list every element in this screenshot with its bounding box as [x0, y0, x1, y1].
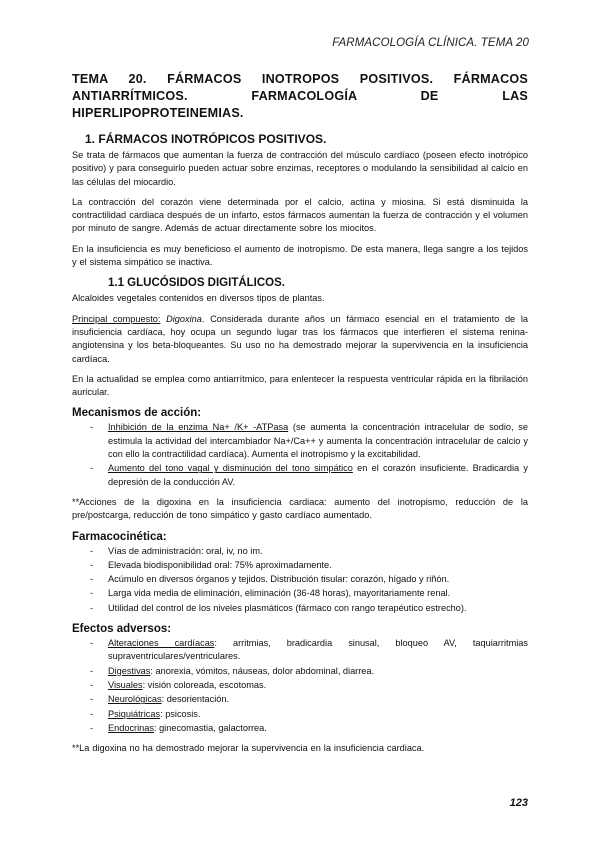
running-header: FARMACOLOGÍA CLÍNICA. TEMA 20 [332, 37, 529, 49]
paragraph: En la actualidad se emplea como antiarrítmico, para enlentecer la respuesta ventricular rápida en la fibrilación auricular. [72, 373, 528, 398]
mechanism-text: (se aumenta la concentración intracelular de sodio, se estimula la actividad del intercambiador Na+/Ca++ y aumenta la concentración intracelular de calcio y con ello la contractilidad cardíaca). Aumenta el inotropismo y la excitabilidad. [108, 422, 528, 460]
list-marker: - [90, 665, 94, 676]
list-marker: - [90, 574, 94, 585]
list-item [72, 679, 528, 692]
adverse-text: : ginecomastia, galactorrea. [153, 722, 267, 733]
mechanism-text: en el corazón insuficiente. Bradicardia y depresión de la conducción AV. [108, 463, 528, 487]
mechanism-label: Inhibición de la enzima Na+ /K+ -ATPasa [108, 422, 289, 433]
list-item [72, 559, 528, 572]
list-marker: - [90, 708, 94, 719]
pharmacokinetics-list [72, 545, 528, 615]
mechanisms-heading: Mecanismos de acción: [72, 407, 202, 420]
adverse-text: : arritmias, bradicardia sinusal, bloqueo AV, taquiarritmias supraventriculares/ventriculares. [108, 638, 528, 662]
section-heading-inotropicos: 1. FÁRMACOS INOTRÓPICOS POSITIVOS. [85, 132, 327, 146]
list-item [72, 573, 528, 586]
adverse-category: Psiquiátricas [108, 708, 161, 719]
list-item [72, 421, 528, 461]
adverse-category: Neurológicas [108, 694, 162, 705]
adverse-effects-heading: Efectos adversos: [72, 623, 172, 636]
note-digoxina: **La digoxina no ha demostrado mejorar la supervivencia en la insuficiencia cardiaca. [72, 743, 425, 754]
list-marker: - [90, 638, 94, 649]
list-item [72, 545, 528, 558]
list-item [72, 693, 528, 706]
page-number: 123 [509, 797, 528, 809]
paragraph: Alcaloides vegetales contenidos en diversos tipos de plantas. [72, 293, 325, 304]
adverse-text: : visión coloreada, escotomas. [142, 679, 267, 690]
list-marker: - [90, 722, 94, 733]
list-marker: - [90, 679, 94, 690]
list-item [72, 722, 528, 735]
list-item [72, 708, 528, 721]
note-acciones: **Acciones de la digoxina en la insuficiencia cardiaca: aumento del inotropismo, reducción de la pre/postcarga, reducción de tono simpático y gasto cardíaco aumentado. [72, 496, 528, 521]
principal-compuesto-label: Principal compuesto: [72, 313, 161, 324]
list-item [72, 587, 528, 600]
mechanisms-list [72, 421, 528, 488]
list-item [72, 637, 528, 664]
list-marker: - [90, 463, 94, 474]
list-marker: - [90, 694, 94, 705]
list-marker: - [90, 422, 94, 433]
paragraph: Se trata de fármacos que aumentan la fuerza de contracción del músculo cardíaco (poseen efecto inotrópico positivo) y para conseguirlo pueden actuar sobre enzimas, receptores o modulando la sensibilidad al calcio en las células del miocardio. [72, 150, 528, 187]
list-item-text: Larga vida media de eliminación, eliminación (36-48 horas), mayoritariamente renal. [108, 588, 451, 599]
adverse-category: Digestivas [108, 665, 151, 676]
adverse-category: Alteraciones cardíacas [108, 638, 215, 649]
adverse-category: Visuales [108, 679, 143, 690]
list-item-text: Elevada biodisponibilidad oral: 75% aproximadamente. [108, 559, 332, 570]
adverse-text: : psicosis. [160, 708, 201, 719]
paragraph: En la insuficiencia es muy beneficioso el aumento de inotropismo. De esta manera, llega sangre a los tejidos y el sistema simpático se inactiva. [72, 243, 528, 268]
paragraph-principal-compuesto [72, 313, 528, 366]
paragraph: La contracción del corazón viene determinada por el calcio, actina y miosina. Si está disminuida la contractilidad cardiaca después de un infarto, estos fármacos aumentan la fuerza de contracción y el volumen por minuto de sangre. Además de actuar directamente sobre los miocitos. [72, 196, 528, 234]
subsection-heading-glucosidos: 1.1 GLUCÓSIDOS DIGITÁLICOS. [108, 277, 285, 290]
list-marker: - [90, 545, 94, 556]
list-item-text: Acúmulo en diversos órganos y tejidos. Distribución tisular: corazón, hígado y riñón. [108, 574, 450, 585]
list-item-text: Utilidad del control de los niveles plasmáticos (fármaco con rango terapéutico estrecho). [108, 602, 467, 613]
adverse-text: : anorexia, vómitos, náuseas, dolor abdominal, diarrea. [150, 665, 375, 676]
mechanism-label: Aumento del tono vagal y disminución del tono simpático [108, 463, 353, 474]
list-item [72, 462, 528, 489]
list-marker: - [90, 559, 94, 570]
adverse-effects-list [72, 637, 528, 735]
adverse-text: : desorientación. [161, 694, 230, 705]
list-marker: - [90, 588, 94, 599]
list-item [72, 602, 528, 615]
adverse-category: Endocrinas [108, 722, 154, 733]
digoxina-term: Digoxina [166, 313, 202, 324]
page-content [72, 71, 528, 762]
list-marker: - [90, 602, 94, 613]
principal-compuesto-text: . Considerada durante años un fármaco esencial en el tratamiento de la insuficiencia cardíaca, hoy ocupa un segundo lugar tras los fármacos que interfieren el sistema renina-angiotensina y los beta-bloqueantes. Su uso no ha demostrado mejorar la supervivencia en la insuficiencia cardíaca. [72, 313, 529, 364]
list-item-text: Vías de administración: oral, iv, no im. [108, 545, 263, 556]
pharmacokinetics-heading: Farmacocinética: [72, 530, 167, 543]
list-item [72, 665, 528, 678]
document-title: TEMA 20. FÁRMACOS INOTROPOS POSITIVOS. FÁRMACOS ANTIARRÍTMICOS. FARMACOLOGÍA DE LAS HIPERLIPOPROTEINEMIAS. [72, 72, 528, 120]
